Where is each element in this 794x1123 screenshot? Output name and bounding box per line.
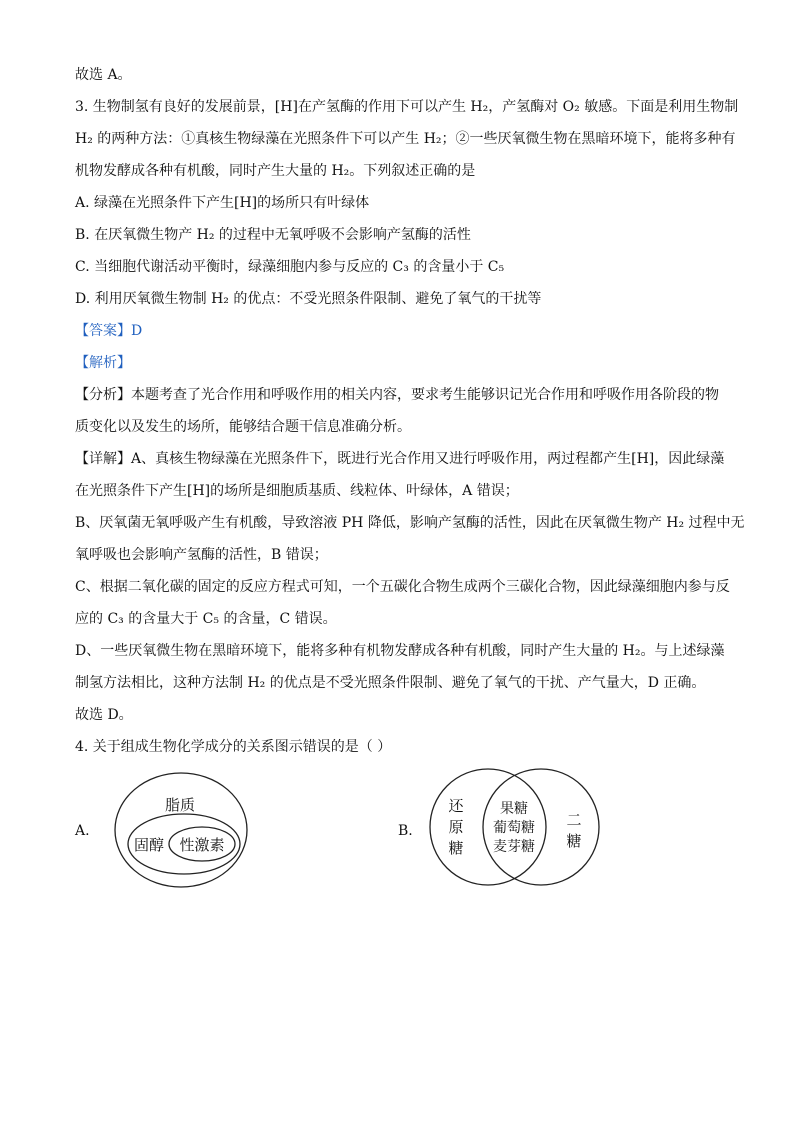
analysis-heading: 【解析】 — [75, 355, 131, 371]
line-3: H₂ 的两种方法：①真核生物绿藻在光照条件下可以产生 H₂；②一些厌氧微生物在黑暗环境下，能将多种有 — [75, 131, 736, 147]
line-17: C、根据二氧化碳的固定的反应方程式可知，一个五碳化合物生成两个三碳化合物，因此绿藻细胞内参与反 — [75, 579, 730, 595]
label-reducing-1: 还 — [448, 797, 464, 815]
line-21: 故选 D。 — [75, 707, 133, 723]
label-disaccharide-2: 糖 — [566, 832, 582, 850]
label-fructose: 果糖 — [500, 801, 528, 817]
figure-a-nested-ellipses — [112, 770, 250, 890]
question-4: 4. 关于组成生物化学成分的关系图示错误的是（ ） — [75, 739, 392, 755]
label-maltose: 麦芽糖 — [493, 839, 535, 855]
option-b: B. 在厌氧微生物产 H₂ 的过程中无氧呼吸不会影响产氢酶的活性 — [75, 227, 471, 243]
figure-b-label: B. — [398, 823, 413, 839]
option-d: D. 利用厌氧微生物制 H₂ 的优点：不受光照条件限制、避免了氧气的干扰等 — [75, 291, 542, 307]
label-disaccharide-1: 二 — [566, 811, 582, 829]
line-2: 3. 生物制氢有良好的发展前景，[H]在产氢酶的作用下可以产生 H₂，产氢酶对 O₂ 敏感。下面是利用生物制 — [75, 99, 739, 115]
line-15: B、厌氧菌无氧呼吸产生有机酸，导致溶液 PH 降低，影响产氢酶的活性，因此在厌氧微生物产 H₂ 过程中无 — [75, 515, 745, 531]
label-lipid: 脂质 — [164, 796, 196, 814]
line-19: D、一些厌氧微生物在黑暗环境下，能将多种有机物发酵成各种有机酸，同时产生大量的 H₂。与上述绿藻 — [75, 643, 725, 659]
line-13: 【详解】A、真核生物绿藻在光照条件下，既进行光合作用又进行呼吸作用，两过程都产生[H]，因此绿藻 — [75, 451, 725, 467]
line-16: 氧呼吸也会影响产氢酶的活性，B 错误； — [75, 547, 328, 563]
line-4: 机物发酵成各种有机酸，同时产生大量的 H₂。下列叙述正确的是 — [75, 163, 476, 179]
label-glucose: 葡萄糖 — [493, 820, 535, 836]
line-18: 应的 C₃ 的含量大于 C₅ 的含量，C 错误。 — [75, 611, 337, 627]
line-11: 【分析】本题考查了光合作用和呼吸作用的相关内容，要求考生能够识记光合作用和呼吸作用各阶段的物 — [75, 387, 719, 403]
label-sterol: 固醇 — [133, 836, 165, 854]
figure-a-label: A. — [75, 823, 90, 839]
label-sex-hormone: 性激素 — [179, 836, 225, 854]
option-a: A. 绿藻在光照条件下产生[H]的场所只有叶绿体 — [75, 195, 370, 211]
answer-line: 【答案】D — [75, 323, 143, 339]
label-reducing-2: 原 — [448, 818, 464, 836]
label-reducing-3: 糖 — [448, 839, 464, 857]
figure-b-venn-diagram — [426, 765, 606, 890]
option-c: C. 当细胞代谢活动平衡时，绿藻细胞内参与反应的 C₃ 的含量小于 C₅ — [75, 259, 505, 275]
line-14: 在光照条件下产生[H]的场所是细胞质基质、线粒体、叶绿体，A 错误； — [75, 483, 519, 499]
line-1: 故选 A。 — [75, 67, 132, 83]
line-20: 制氢方法相比，这种方法制 H₂ 的优点是不受光照条件限制、避免了氧气的干扰、产气量大，D 正确。 — [75, 675, 706, 691]
line-12: 质变化以及发生的场所，能够结合题干信息准确分析。 — [75, 419, 411, 435]
